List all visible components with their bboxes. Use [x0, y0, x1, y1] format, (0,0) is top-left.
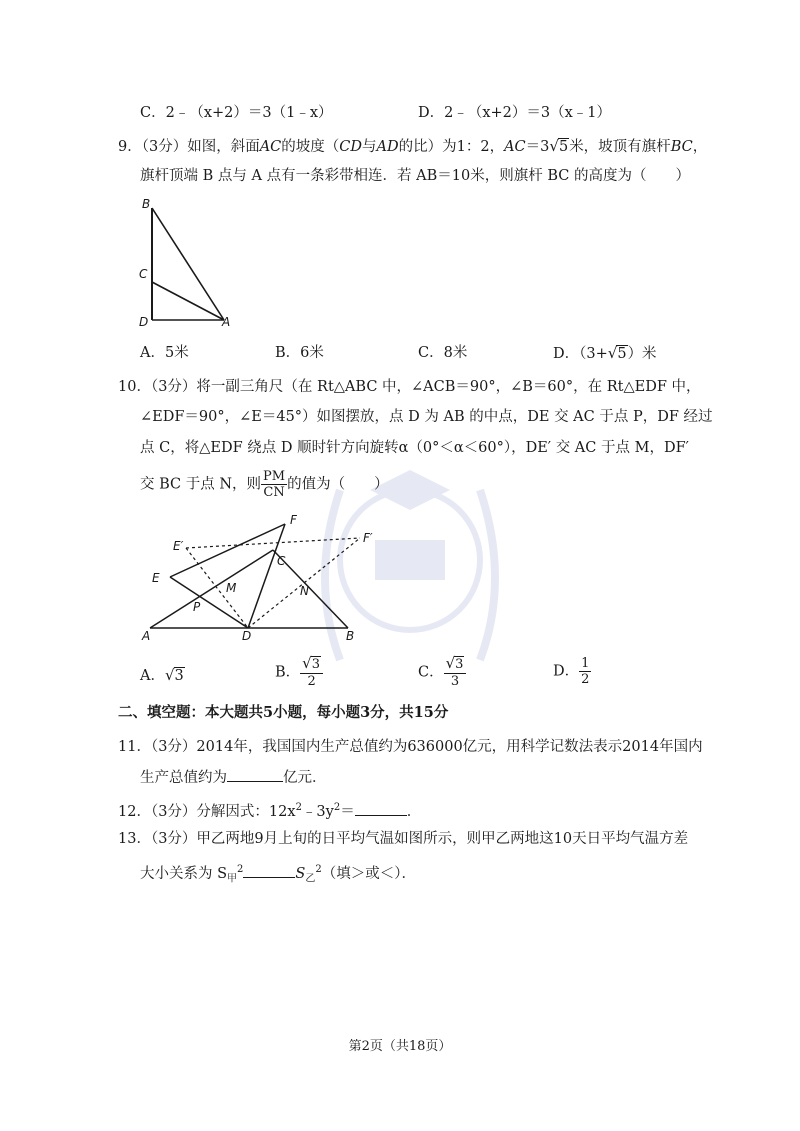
q9-option-b: B．6米	[275, 345, 324, 361]
q9-option-d: D．（3+√5）米	[553, 344, 657, 362]
q10-label-d: D	[242, 629, 252, 643]
q11-stem-line2: 生产总值约为 亿元．	[140, 767, 327, 788]
q10-stem-line3: 点 C，将△EDF 绕点 D 顺时针方向旋转α（0°＜α＜60°），DE′ 交 AC 于点 M，DF′	[140, 440, 689, 456]
q10-line-e2d	[186, 548, 248, 628]
q8-option-d: D．2﹣（x+2）＝3（x﹣1）	[418, 105, 612, 121]
q10-line-e2f2	[186, 538, 360, 548]
q10-line-ac	[150, 550, 273, 628]
q13-stem-line2: 大小关系为 $S_甲^2$ $S_乙^2$（填＞或＜）．	[140, 864, 416, 885]
q10-label-m: M	[226, 581, 237, 595]
section-2-heading: 二、填空题：本大题共5小题，每小题3分，共15分	[118, 704, 449, 721]
q10-label-p: P	[193, 600, 201, 614]
q9-slope-line	[152, 282, 224, 320]
q12-answer-blank	[355, 801, 407, 816]
q9-label-d: D	[139, 315, 149, 329]
q10-option-d: D． $\frac{1}{2}$	[553, 656, 590, 687]
q10-option-b: B． $\frac{√3}{2}$	[275, 656, 323, 689]
q10-option-c: C． $\frac{√3}{3}$	[418, 656, 466, 689]
q9-label-b: B	[142, 197, 151, 211]
q10-label-e: E	[152, 571, 160, 585]
q10-label-f-prime: F′	[363, 531, 373, 545]
q10-fraction: $\frac{PM}{CN}$	[263, 469, 286, 500]
q9-option-a: A．5米	[140, 345, 189, 361]
q10-figure	[140, 510, 380, 645]
q9-figure	[136, 196, 246, 331]
q9-stem-line1: 9．（3分）如图，斜面AC的坡度（CD与AD的比）为1：2，AC＝3√5米，坡顶有旗杆BC，	[118, 137, 708, 155]
q9-ribbon-line	[152, 208, 224, 320]
q9-stem-line2: 旗杆顶端 B 点与 A 点有一条彩带相连．若 AB＝10米，则旗杆 BC 的高度为（ ）	[140, 168, 690, 184]
q10-label-e-prime: E′	[173, 539, 184, 553]
q10-stem-line4: 交 BC 于点 N，则 $\frac{PM}{CN}$ 的值为（ ）	[140, 469, 389, 500]
q12-stem: 12．（3分）分解因式：$12x^2﹣3y^2=$ ．	[118, 802, 422, 820]
q10-stem-line2: ∠EDF＝90°，∠E＝45°）如图摆放，点 D 为 AB 的中点，DE 交 AC 于点 P，DF 经过	[140, 409, 713, 425]
q10-label-f: F	[290, 513, 297, 527]
q10-stem-line1: 10．（3分）将一副三角尺（在 Rt△ABC 中，∠ACB＝90°，∠B＝60°，在 Rt△EDF 中，	[118, 379, 701, 395]
q11-stem-line1: 11．（3分）2014年，我国国内生产总值约为636000亿元，用科学记数法表示2014年国内	[118, 739, 703, 755]
q10-option-a: A．√3	[140, 666, 184, 684]
q10-label-b: B	[346, 629, 355, 643]
q11-answer-blank	[227, 767, 283, 782]
q8-option-c: C．2﹣（x+2）＝3（1﹣x）	[140, 105, 333, 121]
q9-label-a: A	[222, 315, 231, 329]
q10-label-n: N	[300, 584, 309, 598]
q9-label-c: C	[139, 267, 148, 281]
q9-option-c: C．8米	[418, 345, 468, 361]
q13-answer-blank	[243, 863, 295, 878]
q10-label-c: C	[277, 554, 286, 568]
q10-label-a: A	[142, 629, 151, 643]
q13-stem-line1: 13．（3分）甲乙两地9月上旬的日平均气温如图所示，则甲乙两地这10天日平均气温方差	[118, 831, 689, 847]
page-footer: 第2页（共18页）	[348, 1039, 452, 1054]
